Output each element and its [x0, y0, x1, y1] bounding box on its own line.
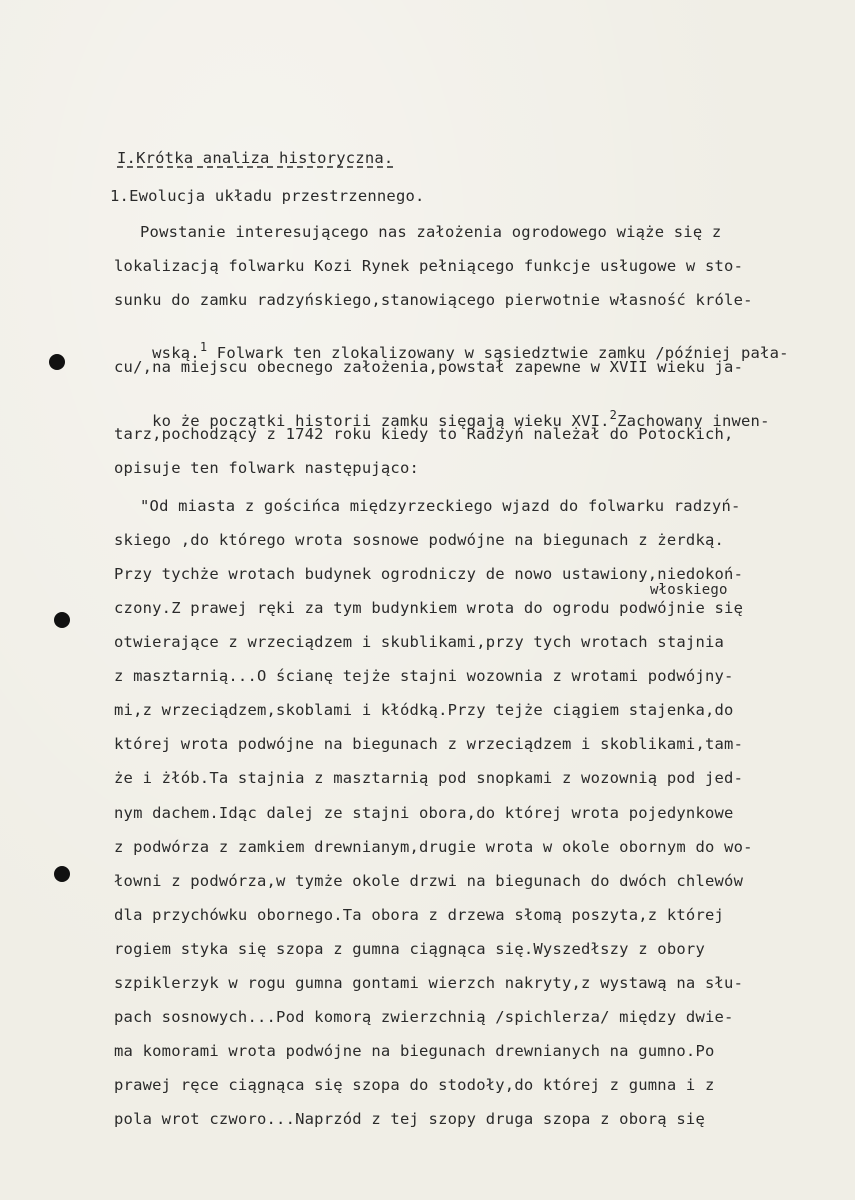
text-fragment: Zachowany inwen-: [617, 412, 770, 430]
quote-line: otwierające z wrzeciądzem i skublikami,przy tych wrotach stajnia: [114, 633, 725, 651]
text-fragment: wską.: [152, 344, 200, 362]
quote-line: mi,z wrzeciądzem,skoblami i kłódką.Przy tejże ciągiem stajenka,do: [114, 701, 734, 719]
text-line: cu/,na miejscu obecnego założenia,powstał zapewne w XVII wieku ja-: [114, 358, 744, 376]
subsection-heading: 1.Ewolucja układu przestrzennego.: [110, 187, 425, 205]
inserted-word: włoskiego: [650, 582, 728, 598]
quote-line: prawej ręce ciągnąca się szopa do stodoły,do której z gumna i z: [114, 1076, 715, 1094]
punch-hole-bottom: [54, 866, 70, 882]
text-fragment: Folwark ten zlokalizowany w sąsiedztwie zamku /później pała-: [207, 344, 789, 362]
section-heading: I.Krótka analiza historyczna.: [117, 149, 394, 167]
quote-line: Przy tychże wrotach budynek ogrodniczy de nowo ustawiony,niedokoń-: [114, 565, 744, 583]
quote-line: nym dachem.Idąc dalej ze stajni obora,do której wrota pojedynkowe: [114, 804, 734, 822]
text-line: Powstanie interesującego nas założenia ogrodowego wiąże się z: [140, 223, 722, 241]
text-line: tarz,pochodzący z 1742 roku kiedy to Radzyń należał do Potockich,: [114, 425, 734, 443]
footnote-marker: 1: [199, 340, 208, 354]
quote-line: z podwórza z zamkiem drewnianym,drugie wrota w okole obornym do wo-: [114, 838, 753, 856]
quote-line: czony.Z prawej ręki za tym budynkiem wrota do ogrodu podwójnie się: [114, 599, 744, 617]
quote-line: rogiem styka się szopa z gumna ciągnąca się.Wyszedłszy z obory: [114, 940, 705, 958]
text-fragment: ko że początki historii zamku sięgają wieku XVI.: [152, 412, 610, 430]
quote-line: pola wrot czworo...Naprzód z tej szopy druga szopa z oborą się: [114, 1110, 705, 1128]
text-line: opisuje ten folwark następująco:: [114, 459, 420, 477]
quote-line: z masztarnią...O ścianę tejże stajni wozownia z wrotami podwójny-: [114, 667, 734, 685]
quote-line: skiego ,do którego wrota sosnowe podwójne na biegunach z żerdką.: [114, 531, 725, 549]
punch-hole-top: [49, 354, 65, 370]
quote-line: że i żłób.Ta stajnia z masztarnią pod snopkami z wozownią pod jed-: [114, 769, 744, 787]
quote-line: łowni z podwórza,w tymże okole drzwi na biegunach do dwóch chlewów: [114, 872, 744, 890]
text-line: lokalizacją folwarku Kozi Rynek pełniącego funkcje usługowe w sto-: [114, 257, 744, 275]
text-line: sunku do zamku radzyńskiego,stanowiącego pierwotnie własność króle-: [114, 291, 753, 309]
quote-line: szpiklerzyk w rogu gumna gontami wierzch nakryty,z wystawą na słu-: [114, 974, 744, 992]
quote-line: ma komorami wrota podwójne na biegunach drewnianych na gumno.Po: [114, 1042, 715, 1060]
quote-line: dla przychówku obornego.Ta obora z drzewa słomą poszyta,z której: [114, 906, 725, 924]
footnote-marker: 2: [609, 408, 618, 422]
punch-hole-middle: [54, 612, 70, 628]
quote-line: której wrota podwójne na biegunach z wrzeciądzem i skoblikami,tam-: [114, 735, 744, 753]
quote-line: pach sosnowych...Pod komorą zwierzchnią /spichlerza/ między dwie-: [114, 1008, 734, 1026]
quote-line: "Od miasta z gościńca międzyrzeckiego wjazd do folwarku radzyń-: [140, 497, 741, 515]
